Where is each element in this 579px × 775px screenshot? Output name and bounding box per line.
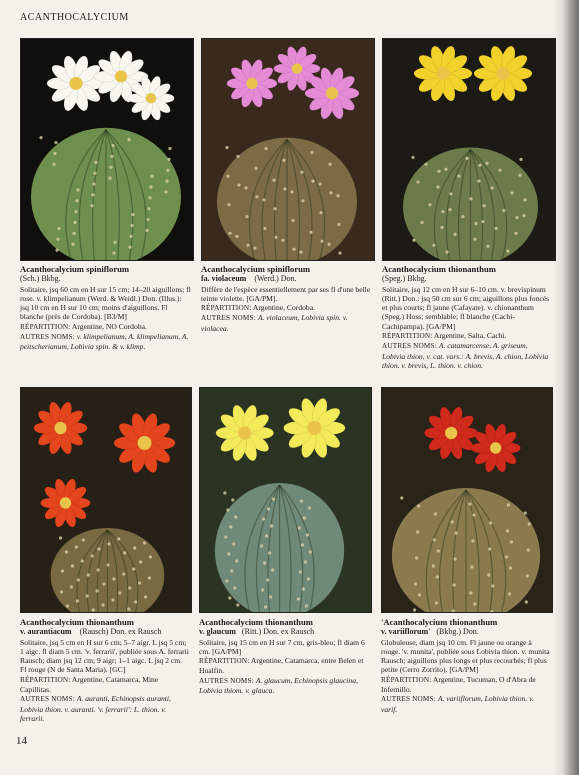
spine-cluster xyxy=(225,579,228,582)
spine-cluster xyxy=(164,190,167,193)
spine-cluster xyxy=(524,511,527,514)
spine-cluster xyxy=(274,236,277,239)
caption-violaceum xyxy=(201,264,373,333)
spine-cluster xyxy=(473,238,476,241)
spine-cluster xyxy=(415,556,418,559)
spine-cluster xyxy=(82,538,85,541)
spine-cluster xyxy=(303,516,306,519)
spine-cluster xyxy=(65,550,68,553)
spine-cluster xyxy=(491,584,494,587)
spine-cluster xyxy=(132,567,135,570)
species-author: (Werd.) Don. xyxy=(254,274,297,283)
spine-cluster xyxy=(328,163,331,166)
spine-cluster xyxy=(133,546,136,549)
distribution-label: RÉPARTITION: xyxy=(20,322,71,331)
spine-cluster xyxy=(268,551,271,554)
spine-cluster xyxy=(272,497,275,500)
spine-cluster xyxy=(494,227,497,230)
spine-cluster xyxy=(299,251,302,254)
spine-cluster xyxy=(514,232,517,235)
spine-cluster xyxy=(149,185,152,188)
spine-cluster xyxy=(144,595,147,598)
spine-cluster xyxy=(93,172,96,175)
spine-cluster xyxy=(473,602,476,605)
spine-cluster xyxy=(486,245,489,248)
spine-cluster xyxy=(465,157,468,160)
species-name: Acanthocalycium spiniflorum xyxy=(201,264,311,274)
spine-cluster xyxy=(260,544,263,547)
spine-cluster xyxy=(469,591,472,594)
spine-cluster xyxy=(90,204,93,207)
spine-cluster xyxy=(112,252,115,255)
spine-cluster xyxy=(454,557,457,560)
distribution-label: RÉPARTITION: xyxy=(20,675,71,684)
spine-cluster xyxy=(236,603,239,606)
spine-cluster xyxy=(472,513,475,516)
spine-cluster xyxy=(481,220,484,223)
spine-cluster xyxy=(448,208,451,211)
spine-cluster xyxy=(411,156,414,159)
spine-cluster xyxy=(92,608,95,611)
spine-cluster xyxy=(508,592,511,595)
spine-cluster xyxy=(66,604,69,607)
variety-name: fa. violaceum xyxy=(201,274,247,283)
distribution: Argentine, Catamarca, entre Belen et Hualfin. xyxy=(199,656,364,676)
spine-cluster xyxy=(434,512,437,515)
spine-cluster xyxy=(246,244,249,247)
spine-cluster xyxy=(453,583,456,586)
spine-cluster xyxy=(107,542,110,545)
spine-cluster xyxy=(297,597,300,600)
spine-cluster xyxy=(148,576,151,579)
spine-cluster xyxy=(320,240,323,243)
spine-cluster xyxy=(400,496,403,499)
spine-cluster xyxy=(522,214,525,217)
spine-cluster xyxy=(267,507,270,510)
spine-cluster xyxy=(168,147,171,150)
spine-cluster xyxy=(414,582,417,585)
spine-cluster xyxy=(468,502,471,505)
species-author: (Bkbg.) Don. xyxy=(436,627,479,636)
spine-cluster xyxy=(298,526,301,529)
spine-cluster xyxy=(138,581,141,584)
spine-cluster xyxy=(70,585,73,588)
spine-cluster xyxy=(510,191,513,194)
spine-cluster xyxy=(53,152,56,155)
spine-cluster xyxy=(485,162,488,165)
spine-cluster xyxy=(507,503,510,506)
spine-cluster xyxy=(230,569,233,572)
spine-cluster xyxy=(253,247,256,250)
distribution: Argentine, Salta, Cachi. xyxy=(433,330,507,340)
spine-cluster xyxy=(308,506,311,509)
spine-cluster xyxy=(143,541,146,544)
species-name: 'Acanthocalycium thionanthum xyxy=(381,617,498,627)
caption-aurantiacum xyxy=(20,617,190,723)
spine-cluster xyxy=(304,560,307,563)
caption-variiflorum xyxy=(381,617,551,714)
spine-cluster xyxy=(457,175,460,178)
plant-photo-variiflorum xyxy=(381,387,553,613)
spine-cluster xyxy=(523,198,526,201)
spine-cluster xyxy=(269,595,272,598)
spine-cluster xyxy=(226,508,229,511)
spine-cluster xyxy=(432,564,435,567)
spine-cluster xyxy=(338,252,341,255)
spine-cluster xyxy=(225,146,228,149)
distribution-label: RÉPARTITION: xyxy=(199,657,250,666)
spine-cluster xyxy=(226,175,229,178)
spine-cluster xyxy=(301,199,304,202)
spine-cluster xyxy=(270,524,273,527)
spine-cluster xyxy=(165,179,168,182)
spine-cluster xyxy=(235,559,238,562)
spine-cluster xyxy=(453,233,456,236)
spine-cluster xyxy=(94,161,97,164)
spine-cluster xyxy=(134,600,137,603)
spine-cluster xyxy=(129,235,132,238)
spine-cluster xyxy=(223,491,226,494)
spine-cluster xyxy=(235,235,238,238)
spine-cluster xyxy=(271,568,274,571)
spine-cluster xyxy=(236,155,239,158)
description: Solitaire, jsq 12 cm en H sur 6–10 cm. v. brevispinum (Ritt.) Don.: jsq 50 cm sur 6 cm; aiguillons plus foncés et plus courts; fl jaune (Cafayate). v. chionanthum (Speg.) Hoss; semblable; fl blanche (Cachi-Cachipampa). [GA/PM] xyxy=(382,284,550,331)
distribution: Argentine, Catamarca, Mine Capillitas. xyxy=(20,674,159,694)
spine-cluster xyxy=(488,547,491,550)
spine-cluster xyxy=(76,599,79,602)
species-name: Acanthocalycium thionanthum xyxy=(20,617,134,627)
spine-cluster xyxy=(227,552,230,555)
spine-cluster xyxy=(254,167,257,170)
spine-cluster xyxy=(74,210,77,213)
spine-cluster xyxy=(123,551,126,554)
spine-cluster xyxy=(477,179,480,182)
spine-cluster xyxy=(302,587,305,590)
spine-cluster xyxy=(299,570,302,573)
spine-cluster xyxy=(510,540,513,543)
spine-cluster xyxy=(518,174,521,177)
spine-cluster xyxy=(527,548,530,551)
synonyms-label: AUTRES NOMS: xyxy=(382,342,437,351)
caption-thionanthum xyxy=(382,264,552,370)
distribution: Argentine, Cordoba. xyxy=(252,303,315,313)
caption-spiniflorum xyxy=(20,264,192,352)
spine-cluster xyxy=(451,520,454,523)
spine-cluster xyxy=(272,179,275,182)
spine-cluster xyxy=(264,147,267,150)
spine-cluster xyxy=(420,221,423,224)
spine-cluster xyxy=(39,136,42,139)
spine-cluster xyxy=(101,603,104,606)
spine-cluster xyxy=(449,192,452,195)
spine-cluster xyxy=(433,538,436,541)
spine-cluster xyxy=(229,525,232,528)
distribution-label: RÉPARTITION: xyxy=(382,331,433,340)
spine-cluster xyxy=(59,536,62,539)
spine-cluster xyxy=(487,573,490,576)
spine-cluster xyxy=(444,168,447,171)
spine-cluster xyxy=(111,598,114,601)
spine-cluster xyxy=(416,180,419,183)
spine-cluster xyxy=(498,169,501,172)
spine-cluster xyxy=(318,182,321,185)
spine-cluster xyxy=(108,177,111,180)
species-author: (Speg.) Bkbg. xyxy=(382,274,427,283)
variety-name: v. glaucum xyxy=(199,627,236,636)
spine-cluster xyxy=(505,555,508,558)
spine-cluster xyxy=(118,591,121,594)
spine-cluster xyxy=(337,223,340,226)
spine-cluster xyxy=(91,193,94,196)
spine-cluster xyxy=(482,204,485,207)
description: Solitaire, jsq 60 cm en H sur 15 cm; 14–20 aiguillons; fl rose. v. klimpelianum (Werd. & Weidl.) Don. (Illus.): jsq 10 cm en H sur 10 cm; moins d'aiguillons. Fl blanche (près de Cordoba). [B3/M] xyxy=(20,284,191,322)
synonyms: v. klimpelianum, A. klimpelianum, A. peitscherianum, Lobivia spin. & v. klimp. xyxy=(20,331,189,352)
spine-cluster xyxy=(146,218,149,221)
spine-cluster xyxy=(455,531,458,534)
spine-cluster xyxy=(436,185,439,188)
species-name: Acanthocalycium thionanthum xyxy=(199,617,313,627)
spine-cluster xyxy=(281,239,284,242)
spine-cluster xyxy=(128,586,131,589)
spine-cluster xyxy=(127,138,130,141)
spine-cluster xyxy=(428,203,431,206)
spine-cluster xyxy=(502,209,505,212)
spine-cluster xyxy=(245,215,248,218)
spine-cluster xyxy=(309,550,312,553)
spine-cluster xyxy=(327,243,330,246)
spine-cluster xyxy=(262,517,265,520)
description: Solitaire, jsq 5 cm en H sur 6 cm; 5–7 aigr. L jsq 5 cm; 1 aigc. fl diam 5 cm. 'v. ferrarii', publiée sous A. ferrarii Rausch; diam jsq 12 cm; 9 aigr; 1–1 aigc. L jsq 2 cm. Fl rouge (N de Santa Maria). [GC] xyxy=(20,637,189,675)
spine-cluster xyxy=(519,158,522,161)
spine-cluster xyxy=(55,249,58,252)
spine-cluster xyxy=(87,573,90,576)
synonyms-label: AUTRES NOMS: xyxy=(381,695,436,704)
spine-cluster xyxy=(526,574,529,577)
spine-cluster xyxy=(73,221,76,224)
spine-cluster xyxy=(113,241,116,244)
synonyms: A. variiflorum, Lobivia thion. v. varif. xyxy=(381,694,534,714)
spine-cluster xyxy=(72,232,75,235)
spine-cluster xyxy=(233,586,236,589)
spine-cluster xyxy=(92,182,95,185)
spine-cluster xyxy=(435,601,438,604)
spine-cluster xyxy=(469,197,472,200)
spine-cluster xyxy=(273,207,276,210)
spine-cluster xyxy=(263,561,266,564)
spine-cluster xyxy=(106,563,109,566)
spine-cluster xyxy=(244,186,247,189)
spine-cluster xyxy=(474,222,477,225)
plant-photo-spiniflorum xyxy=(20,38,194,261)
synonyms-label: AUTRES NOMS: xyxy=(20,332,75,341)
spine-cluster xyxy=(261,588,264,591)
spine-cluster xyxy=(255,195,258,198)
synonyms-label: AUTRES NOMS: xyxy=(199,676,254,685)
spine-cluster xyxy=(102,582,105,585)
spine-cluster xyxy=(228,232,231,235)
spine-cluster xyxy=(57,227,60,230)
spine-cluster xyxy=(432,244,435,247)
spine-cluster xyxy=(441,210,444,213)
spine-cluster xyxy=(81,559,84,562)
synonyms-label: AUTRES NOMS: xyxy=(20,695,75,704)
spine-cluster xyxy=(412,239,415,242)
distribution: Argentine, NO Cordoba. xyxy=(71,321,147,331)
plant-photo-violaceum xyxy=(201,38,375,261)
spine-cluster xyxy=(52,163,55,166)
distribution: Argentine, Tucuman, O d'Abra de Infernillo. xyxy=(381,674,536,694)
spine-cluster xyxy=(336,194,339,197)
spine-cluster xyxy=(167,158,170,161)
spine-cluster xyxy=(445,251,448,254)
spine-cluster xyxy=(309,231,312,234)
spine-cluster xyxy=(471,539,474,542)
spine-cluster xyxy=(131,213,134,216)
page-number: 14 xyxy=(16,735,27,747)
spine-cluster xyxy=(228,596,231,599)
spine-cluster xyxy=(75,545,78,548)
spine-cluster xyxy=(117,537,120,540)
spine-cluster xyxy=(291,219,294,222)
species-name: Acanthocalycium spiniflorum xyxy=(20,264,130,274)
spine-cluster xyxy=(60,590,63,593)
spine-cluster xyxy=(97,568,100,571)
spine-cluster xyxy=(263,227,266,230)
spine-cluster xyxy=(231,498,234,501)
spine-cluster xyxy=(292,248,295,251)
spine-cluster xyxy=(127,607,130,610)
spine-cluster xyxy=(515,216,518,219)
spine-cluster xyxy=(306,533,309,536)
spine-cluster xyxy=(54,141,57,144)
synonyms: A. catamarcense, A. griseum, Lobivia thion, v. cat. vars.: A. brevis, A. chion, Lobivia thion. v. brevis, L. thion. v. chion. xyxy=(382,341,549,370)
description: Solitaire, jsq 15 cm en H sur 7 cm, gris-bleu; fl diam 6 cm. [GA/PM] xyxy=(199,637,365,656)
spine-cluster xyxy=(311,179,314,182)
spine-cluster xyxy=(128,246,131,249)
book-spine-shadow xyxy=(553,0,579,775)
spine-cluster xyxy=(478,164,481,167)
spine-cluster xyxy=(266,578,269,581)
spine-cluster xyxy=(145,229,148,232)
distribution-label: RÉPARTITION: xyxy=(201,304,252,313)
spine-cluster xyxy=(61,569,64,572)
spine-cluster xyxy=(56,238,59,241)
spine-cluster xyxy=(300,171,303,174)
distribution-label: RÉPARTITION: xyxy=(381,675,432,684)
synonyms: A. glaucum, Echinopsis glaucina, Lobivia thiom. v. glauca. xyxy=(199,675,358,695)
spine-cluster xyxy=(234,515,237,518)
spine-cluster xyxy=(86,594,89,597)
spine-cluster xyxy=(418,593,421,596)
spine-cluster xyxy=(301,543,304,546)
plant-photo-glaucum xyxy=(199,387,372,613)
spine-cluster xyxy=(75,199,78,202)
spine-cluster xyxy=(98,547,101,550)
spine-cluster xyxy=(76,188,79,191)
spine-cluster xyxy=(149,555,152,558)
spine-cluster xyxy=(111,144,114,147)
spine-cluster xyxy=(224,535,227,538)
spine-cluster xyxy=(417,504,420,507)
spine-cluster xyxy=(319,211,322,214)
synonyms: A. auranti, Echinopsis auranti, Lobivia thion. v. auranti. 'v. ferrarii': L. thion. v. ferrarii. xyxy=(20,694,171,723)
running-head: ACANTHOCALYCIUM xyxy=(20,12,129,23)
spine-cluster xyxy=(71,243,74,246)
species-author: (Ritt.) Don. ex Rausch xyxy=(241,627,315,636)
spine-cluster xyxy=(440,226,443,229)
spine-cluster xyxy=(264,605,267,608)
spine-cluster xyxy=(262,198,265,201)
variety-name: v. variiflorum' xyxy=(381,627,431,636)
spine-cluster xyxy=(528,522,531,525)
spine-cluster xyxy=(506,250,509,253)
spine-cluster xyxy=(166,169,169,172)
spine-cluster xyxy=(265,534,268,537)
spine-cluster xyxy=(290,190,293,193)
spine-cluster xyxy=(283,187,286,190)
spine-cluster xyxy=(506,529,509,532)
spine-cluster xyxy=(96,589,99,592)
spine-cluster xyxy=(71,564,74,567)
spine-cluster xyxy=(437,170,440,173)
spine-cluster xyxy=(305,604,308,607)
spine-cluster xyxy=(310,151,313,154)
spine-cluster xyxy=(147,207,150,210)
spine-cluster xyxy=(307,577,310,580)
description: Diffère de l'espèce essentiellement par ses fl d'une belle teinte violette. [GA/PM]. xyxy=(201,284,371,303)
spine-cluster xyxy=(282,159,285,162)
spine-cluster xyxy=(437,549,440,552)
spine-cluster xyxy=(109,166,112,169)
spine-cluster xyxy=(490,186,493,189)
species-author: (Sch.) Bkbg. xyxy=(20,274,61,283)
plant-photo-thionanthum xyxy=(382,38,556,261)
spine-cluster xyxy=(509,566,512,569)
description: Globuleuse, diam jsq 10 cm. Fl jaune ou orange à rouge. 'v. munita', publiée sous Lobivia thion. v. munita Rausch; aiguillons plus longs et plus recourbés; fl plus petite (Cerro Zorrito). [GA/PM] xyxy=(381,637,550,675)
spine-cluster xyxy=(300,499,303,502)
species-name: Acanthocalycium thionanthum xyxy=(382,264,496,274)
spine-cluster xyxy=(489,521,492,524)
spine-cluster xyxy=(461,215,464,218)
spine-cluster xyxy=(150,175,153,178)
spine-cluster xyxy=(470,565,473,568)
spine-cluster xyxy=(77,578,80,581)
synonyms: A. violaceum, Lobivia spin. v. violacea. xyxy=(201,313,348,333)
species-author: (Rausch) Don. ex Rausch xyxy=(79,627,162,636)
spine-cluster xyxy=(91,554,94,557)
spine-cluster xyxy=(110,155,113,158)
spine-cluster xyxy=(139,560,142,563)
caption-glaucum xyxy=(199,617,371,695)
spine-cluster xyxy=(237,183,240,186)
spine-cluster xyxy=(329,191,332,194)
spine-cluster xyxy=(436,575,439,578)
spine-cluster xyxy=(413,608,416,611)
spine-cluster xyxy=(112,577,115,580)
synonyms-label: AUTRES NOMS: xyxy=(201,314,256,323)
plant-photo-aurantiacum xyxy=(20,387,192,613)
spine-cluster xyxy=(148,196,151,199)
spine-cluster xyxy=(227,203,230,206)
spine-cluster xyxy=(416,530,419,533)
variety-name: v. aurantiacum xyxy=(20,627,72,636)
spine-cluster xyxy=(130,224,133,227)
spine-cluster xyxy=(232,542,235,545)
spine-cluster xyxy=(122,572,125,575)
spine-cluster xyxy=(525,600,528,603)
spine-cluster xyxy=(424,163,427,166)
